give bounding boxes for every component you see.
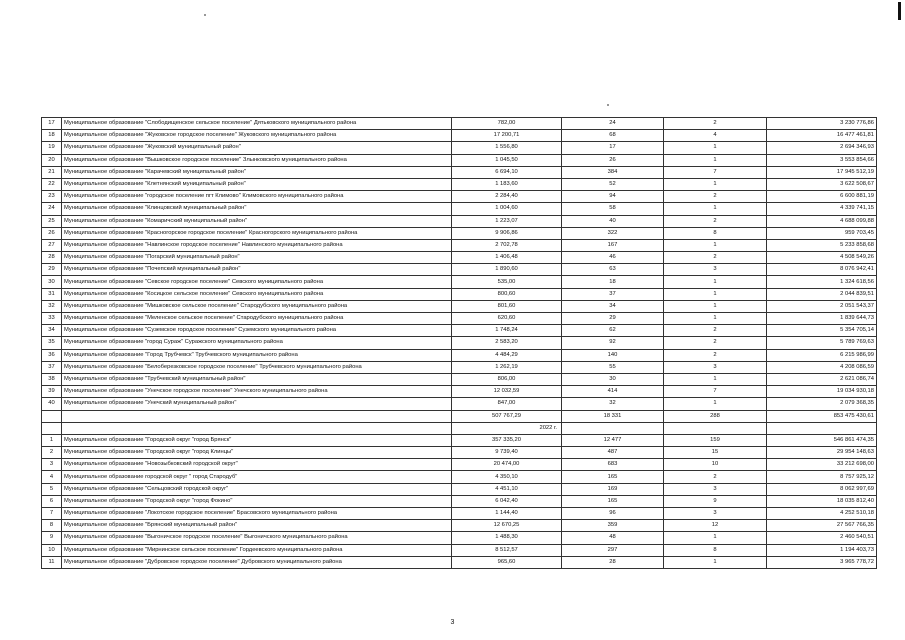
row-number-cell: 34 xyxy=(42,325,62,337)
row-number-cell: 33 xyxy=(42,313,62,325)
table-row xyxy=(42,361,877,373)
residents-count-cell: 167 xyxy=(562,239,664,251)
table-row xyxy=(42,447,877,459)
cost-cell: 3 230 776,86 xyxy=(767,118,877,130)
area-cell: 535,00 xyxy=(452,276,562,288)
area-cell: 1 004,60 xyxy=(452,203,562,215)
cost-cell: 33 212 698,00 xyxy=(767,459,877,471)
row-number-cell xyxy=(42,410,62,422)
residents-count-cell: 92 xyxy=(562,337,664,349)
houses-count-cell: 2 xyxy=(664,215,767,227)
row-number-cell: 23 xyxy=(42,191,62,203)
houses-count-cell: 1 xyxy=(664,373,767,385)
cost-cell: 546 861 474,35 xyxy=(767,434,877,446)
row-number-cell: 35 xyxy=(42,337,62,349)
row-number-cell: 5 xyxy=(42,483,62,495)
table-row xyxy=(42,483,877,495)
table-row xyxy=(42,239,877,251)
cost-cell: 5 354 705,14 xyxy=(767,325,877,337)
row-number-cell: 37 xyxy=(42,361,62,373)
houses-count-cell: 1 xyxy=(664,288,767,300)
houses-count-cell: 7 xyxy=(664,166,767,178)
residents-count-cell: 34 xyxy=(562,300,664,312)
residents-count-cell: 683 xyxy=(562,459,664,471)
row-number-cell: 26 xyxy=(42,227,62,239)
area-cell: 2 284,40 xyxy=(452,191,562,203)
table-row xyxy=(42,154,877,166)
row-number-cell: 4 xyxy=(42,471,62,483)
area-cell: 6 694,10 xyxy=(452,166,562,178)
municipality-name-cell: Муниципальное образование "город Сураж" Суражского муниципального района xyxy=(62,337,452,349)
row-number-cell: 20 xyxy=(42,154,62,166)
table-row xyxy=(42,264,877,276)
municipality-name-cell: Муниципальное образование "Новозыбковский городской округ" xyxy=(62,459,452,471)
area-cell: 620,60 xyxy=(452,313,562,325)
residents-count-cell: 17 xyxy=(562,142,664,154)
cost-cell: 1 839 644,73 xyxy=(767,313,877,325)
municipality-name-cell: Муниципальное образование "Почепский муниципальный район" xyxy=(62,264,452,276)
area-cell: 1 488,30 xyxy=(452,532,562,544)
row-number-cell: 18 xyxy=(42,130,62,142)
table-row xyxy=(42,276,877,288)
residents-count-cell: 26 xyxy=(562,154,664,166)
cost-cell: 2 460 540,51 xyxy=(767,532,877,544)
table-row xyxy=(42,532,877,544)
area-cell: 9 906,86 xyxy=(452,227,562,239)
houses-count-cell: 2 xyxy=(664,118,767,130)
houses-count-cell: 2 xyxy=(664,471,767,483)
houses-count-cell: 10 xyxy=(664,459,767,471)
municipality-name-cell: Муниципальное образование "Красногорское городское поселение" Красногорского муниципального района xyxy=(62,227,452,239)
cost-cell: 18 035 812,40 xyxy=(767,495,877,507)
municipality-name-cell: Муниципальное образование "Трубчевский муниципальный район" xyxy=(62,373,452,385)
houses-count-cell: 1 xyxy=(664,154,767,166)
scan-edge-mark xyxy=(898,2,901,20)
area-cell: 1 183,60 xyxy=(452,178,562,190)
houses-count-cell: 288 xyxy=(664,410,767,422)
residents-count-cell: 63 xyxy=(562,264,664,276)
municipality-name-cell: Муниципальное образование "Дубровское городское поселение" Дубровского муниципального района xyxy=(62,556,452,568)
row-number-cell: 19 xyxy=(42,142,62,154)
cost-cell xyxy=(767,422,877,434)
residents-count-cell: 46 xyxy=(562,252,664,264)
municipality-name-cell: Муниципальное образование "Меленское сельское поселение" Стародубского муниципального района xyxy=(62,313,452,325)
cost-cell: 1 324 618,56 xyxy=(767,276,877,288)
area-cell: 2 702,78 xyxy=(452,239,562,251)
cost-cell: 8 062 997,69 xyxy=(767,483,877,495)
row-number-cell: 40 xyxy=(42,398,62,410)
municipality-name-cell: Муниципальное образование "Суземское городское поселение" Суземского муниципального района xyxy=(62,325,452,337)
cost-cell: 16 477 461,81 xyxy=(767,130,877,142)
table-row xyxy=(42,142,877,154)
municipality-name-cell: Муниципальное образование "Комаричский муниципальный район" xyxy=(62,215,452,227)
municipality-name-cell: Муниципальное образование "Клетнянский муниципальный район" xyxy=(62,178,452,190)
houses-count-cell: 8 xyxy=(664,227,767,239)
residents-count-cell: 18 xyxy=(562,276,664,288)
row-number-cell: 9 xyxy=(42,532,62,544)
area-cell: 1 556,80 xyxy=(452,142,562,154)
row-number-cell: 29 xyxy=(42,264,62,276)
total-row xyxy=(42,410,877,422)
row-number-cell: 17 xyxy=(42,118,62,130)
residents-count-cell: 58 xyxy=(562,203,664,215)
table-row xyxy=(42,434,877,446)
area-cell: 1 748,24 xyxy=(452,325,562,337)
residents-count-cell: 140 xyxy=(562,349,664,361)
area-cell: 1 144,40 xyxy=(452,508,562,520)
area-cell: 1 406,48 xyxy=(452,252,562,264)
houses-count-cell: 1 xyxy=(664,239,767,251)
residents-count-cell: 40 xyxy=(562,215,664,227)
row-number-cell: 6 xyxy=(42,495,62,507)
area-cell: 2 583,20 xyxy=(452,337,562,349)
residents-count-cell: 165 xyxy=(562,495,664,507)
row-number-cell: 30 xyxy=(42,276,62,288)
houses-count-cell: 8 xyxy=(664,544,767,556)
houses-count-cell: 1 xyxy=(664,142,767,154)
table-row xyxy=(42,227,877,239)
cost-cell: 4 208 086,59 xyxy=(767,361,877,373)
municipality-name-cell: Муниципальное образование "Город Трубчевск" Трубчевского муниципального района xyxy=(62,349,452,361)
area-cell: 17 200,71 xyxy=(452,130,562,142)
municipality-name-cell: Муниципальное образование "Городской округ "город Фокино" xyxy=(62,495,452,507)
scan-speck xyxy=(607,104,609,106)
cost-cell: 6 215 986,99 xyxy=(767,349,877,361)
cost-cell: 6 600 881,19 xyxy=(767,191,877,203)
residents-count-cell: 359 xyxy=(562,520,664,532)
area-cell: 507 767,29 xyxy=(452,410,562,422)
residents-count-cell: 384 xyxy=(562,166,664,178)
cost-cell: 3 553 854,66 xyxy=(767,154,877,166)
municipality-name-cell: Муниципальное образование "Сельцовский городской округ" xyxy=(62,483,452,495)
municipality-name-cell: Муниципальное образование "Белоберезковское городское поселение" Трубчевского муниципального района xyxy=(62,361,452,373)
municipality-name-cell xyxy=(62,410,452,422)
municipality-name-cell: Муниципальное образование "Унечский муниципальный район" xyxy=(62,398,452,410)
area-cell: 12 032,59 xyxy=(452,386,562,398)
area-cell: 6 042,40 xyxy=(452,495,562,507)
municipality-name-cell: Муниципальное образование "Городской округ "город Клинцы" xyxy=(62,447,452,459)
cost-cell: 19 034 930,18 xyxy=(767,386,877,398)
area-cell: 800,60 xyxy=(452,288,562,300)
municipality-name-cell: Муниципальное образование "Жуковское городское поселение" Жуковского муниципального района xyxy=(62,130,452,142)
table-row xyxy=(42,398,877,410)
area-cell: 4 350,10 xyxy=(452,471,562,483)
area-cell: 4 484,29 xyxy=(452,349,562,361)
houses-count-cell: 3 xyxy=(664,361,767,373)
houses-count-cell: 7 xyxy=(664,386,767,398)
municipality-name-cell: Муниципальное образование "Навлинское городское поселение" Навлинского муниципального района xyxy=(62,239,452,251)
residents-count-cell: 18 331 xyxy=(562,410,664,422)
municipality-name-cell: Муниципальное образование "Вышковское городское поселение" Злынковского муниципального района xyxy=(62,154,452,166)
residents-count-cell: 169 xyxy=(562,483,664,495)
cost-cell: 4 339 741,15 xyxy=(767,203,877,215)
row-number-cell: 39 xyxy=(42,386,62,398)
cost-cell: 3 965 778,72 xyxy=(767,556,877,568)
residents-count-cell: 62 xyxy=(562,325,664,337)
residents-count-cell: 30 xyxy=(562,373,664,385)
houses-count-cell: 4 xyxy=(664,130,767,142)
municipality-name-cell: Муниципальное образование "Погарский муниципальный район" xyxy=(62,252,452,264)
municipality-name-cell: Муниципальное образование "Унечское городское поселение" Унечского муниципального района xyxy=(62,386,452,398)
houses-count-cell: 9 xyxy=(664,495,767,507)
houses-count-cell: 2 xyxy=(664,191,767,203)
area-cell: 1 045,50 xyxy=(452,154,562,166)
houses-count-cell: 1 xyxy=(664,313,767,325)
table-row xyxy=(42,520,877,532)
residents-count-cell: 52 xyxy=(562,178,664,190)
municipality-name-cell xyxy=(62,422,452,434)
municipality-name-cell: Муниципальное образование "Косицкое сельское поселение" Севского муниципального района xyxy=(62,288,452,300)
table-row xyxy=(42,337,877,349)
houses-count-cell: 1 xyxy=(664,178,767,190)
scan-speck xyxy=(204,14,206,16)
residents-count-cell: 12 477 xyxy=(562,434,664,446)
table-row xyxy=(42,349,877,361)
row-number-cell: 27 xyxy=(42,239,62,251)
residents-count-cell: 414 xyxy=(562,386,664,398)
residents-count-cell: 32 xyxy=(562,398,664,410)
cost-cell: 2 621 086,74 xyxy=(767,373,877,385)
houses-count-cell: 2 xyxy=(664,349,767,361)
cost-cell: 29 954 148,63 xyxy=(767,447,877,459)
table-row xyxy=(42,118,877,130)
area-cell: 847,00 xyxy=(452,398,562,410)
table-row xyxy=(42,325,877,337)
area-cell: 12 670,25 xyxy=(452,520,562,532)
houses-count-cell: 3 xyxy=(664,508,767,520)
table-row xyxy=(42,130,877,142)
table-row xyxy=(42,495,877,507)
row-number-cell: 10 xyxy=(42,544,62,556)
area-cell: 801,60 xyxy=(452,300,562,312)
municipality-name-cell: Муниципальное образование "городское поселение пгт Климово" Климовского муниципального района xyxy=(62,191,452,203)
table-row xyxy=(42,556,877,568)
row-number-cell: 1 xyxy=(42,434,62,446)
residents-count-cell: 487 xyxy=(562,447,664,459)
table-row xyxy=(42,313,877,325)
table-row xyxy=(42,386,877,398)
row-number-cell: 11 xyxy=(42,556,62,568)
table-row xyxy=(42,300,877,312)
row-number-cell: 32 xyxy=(42,300,62,312)
cost-cell: 8 076 942,41 xyxy=(767,264,877,276)
houses-count-cell: 12 xyxy=(664,520,767,532)
residents-count-cell: 37 xyxy=(562,288,664,300)
cost-cell: 2 694 346,93 xyxy=(767,142,877,154)
cost-cell: 959 703,45 xyxy=(767,227,877,239)
residents-count-cell: 48 xyxy=(562,532,664,544)
page-number: 3 xyxy=(450,619,455,626)
row-number-cell: 3 xyxy=(42,459,62,471)
houses-count-cell: 2 xyxy=(664,252,767,264)
row-number-cell: 8 xyxy=(42,520,62,532)
houses-count-cell: 1 xyxy=(664,398,767,410)
cost-cell: 17 945 512,19 xyxy=(767,166,877,178)
area-cell: 1 890,60 xyxy=(452,264,562,276)
municipality-name-cell: Муниципальное образование "Городской округ "город Брянск" xyxy=(62,434,452,446)
table-body xyxy=(42,118,877,569)
row-number-cell: 25 xyxy=(42,215,62,227)
municipality-name-cell: Муниципальное образование "Мирнинское сельское поселение" Гордеевского муниципального района xyxy=(62,544,452,556)
houses-count-cell: 1 xyxy=(664,556,767,568)
table-row xyxy=(42,288,877,300)
table-row xyxy=(42,191,877,203)
table-row xyxy=(42,508,877,520)
residents-count-cell: 96 xyxy=(562,508,664,520)
area-cell: 4 451,10 xyxy=(452,483,562,495)
cost-cell: 2 079 368,35 xyxy=(767,398,877,410)
houses-count-cell: 1 xyxy=(664,276,767,288)
area-cell: 1 262,19 xyxy=(452,361,562,373)
row-number-cell xyxy=(42,422,62,434)
table-row xyxy=(42,459,877,471)
table-row xyxy=(42,373,877,385)
municipality-name-cell: Муниципальное образование "Брянский муниципальный район" xyxy=(62,520,452,532)
houses-count-cell xyxy=(664,422,767,434)
table-row xyxy=(42,178,877,190)
cost-cell: 2 051 543,37 xyxy=(767,300,877,312)
housing-program-table xyxy=(41,117,877,569)
municipality-name-cell: Муниципальное образование "Выгоничское городское поселение" Выгоничского муниципального района xyxy=(62,532,452,544)
residents-count-cell: 29 xyxy=(562,313,664,325)
area-cell: 357 335,20 xyxy=(452,434,562,446)
houses-count-cell: 1 xyxy=(664,300,767,312)
houses-count-cell: 1 xyxy=(664,203,767,215)
residents-count-cell: 28 xyxy=(562,556,664,568)
cost-cell: 3 622 508,67 xyxy=(767,178,877,190)
houses-count-cell: 3 xyxy=(664,483,767,495)
municipality-name-cell: Муниципальное образование "Слободищенское сельское поселение" Дятьковского муниципального района xyxy=(62,118,452,130)
municipality-name-cell: Муниципальное образование городской округ " город Стародуб" xyxy=(62,471,452,483)
area-cell: 806,00 xyxy=(452,373,562,385)
residents-count-cell: 165 xyxy=(562,471,664,483)
houses-count-cell: 2 xyxy=(664,325,767,337)
row-number-cell: 31 xyxy=(42,288,62,300)
cost-cell: 4 252 510,18 xyxy=(767,508,877,520)
row-number-cell: 28 xyxy=(42,252,62,264)
municipality-name-cell: Муниципальное образование "Локотское городское поселение" Брасовского муниципального района xyxy=(62,508,452,520)
cost-cell: 5 789 769,63 xyxy=(767,337,877,349)
table-row xyxy=(42,471,877,483)
area-cell: 1 223,07 xyxy=(452,215,562,227)
residents-count-cell: 94 xyxy=(562,191,664,203)
area-cell: 9 739,40 xyxy=(452,447,562,459)
table-row xyxy=(42,544,877,556)
row-number-cell: 24 xyxy=(42,203,62,215)
houses-count-cell: 3 xyxy=(664,264,767,276)
cost-cell: 4 508 549,26 xyxy=(767,252,877,264)
area-cell: 965,60 xyxy=(452,556,562,568)
cost-cell: 5 233 858,68 xyxy=(767,239,877,251)
area-cell: 782,00 xyxy=(452,118,562,130)
houses-count-cell: 2 xyxy=(664,337,767,349)
residents-count-cell: 68 xyxy=(562,130,664,142)
residents-count-cell: 55 xyxy=(562,361,664,373)
cost-cell: 4 688 099,88 xyxy=(767,215,877,227)
row-number-cell: 2 xyxy=(42,447,62,459)
table-row xyxy=(42,252,877,264)
residents-count-cell xyxy=(562,422,664,434)
row-number-cell: 38 xyxy=(42,373,62,385)
houses-count-cell: 15 xyxy=(664,447,767,459)
table-row xyxy=(42,203,877,215)
municipality-name-cell: Муниципальное образование "Карачевский муниципальный район" xyxy=(62,166,452,178)
area-cell: 8 512,57 xyxy=(452,544,562,556)
houses-count-cell: 1 xyxy=(664,532,767,544)
area-cell: 20 474,00 xyxy=(452,459,562,471)
table-row xyxy=(42,166,877,178)
row-number-cell: 36 xyxy=(42,349,62,361)
cost-cell: 27 567 766,35 xyxy=(767,520,877,532)
cost-cell: 853 475 430,61 xyxy=(767,410,877,422)
cost-cell: 8 757 925,12 xyxy=(767,471,877,483)
area-cell: 2022 г. xyxy=(452,422,562,434)
cost-cell: 1 194 403,73 xyxy=(767,544,877,556)
municipality-name-cell: Муниципальное образование "Жуковский муниципальный район" xyxy=(62,142,452,154)
municipality-name-cell: Муниципальное образование "Мишковское сельское поселение" Стародубского муниципального района xyxy=(62,300,452,312)
municipality-name-cell: Муниципальное образование "Клинцовский муниципальный район" xyxy=(62,203,452,215)
residents-count-cell: 24 xyxy=(562,118,664,130)
year-header-row xyxy=(42,422,877,434)
houses-count-cell: 159 xyxy=(664,434,767,446)
municipality-name-cell: Муниципальное образование "Севское городское поселение" Севского муниципального района xyxy=(62,276,452,288)
row-number-cell: 21 xyxy=(42,166,62,178)
residents-count-cell: 322 xyxy=(562,227,664,239)
cost-cell: 2 044 839,51 xyxy=(767,288,877,300)
table-row xyxy=(42,215,877,227)
row-number-cell: 22 xyxy=(42,178,62,190)
residents-count-cell: 297 xyxy=(562,544,664,556)
row-number-cell: 7 xyxy=(42,508,62,520)
